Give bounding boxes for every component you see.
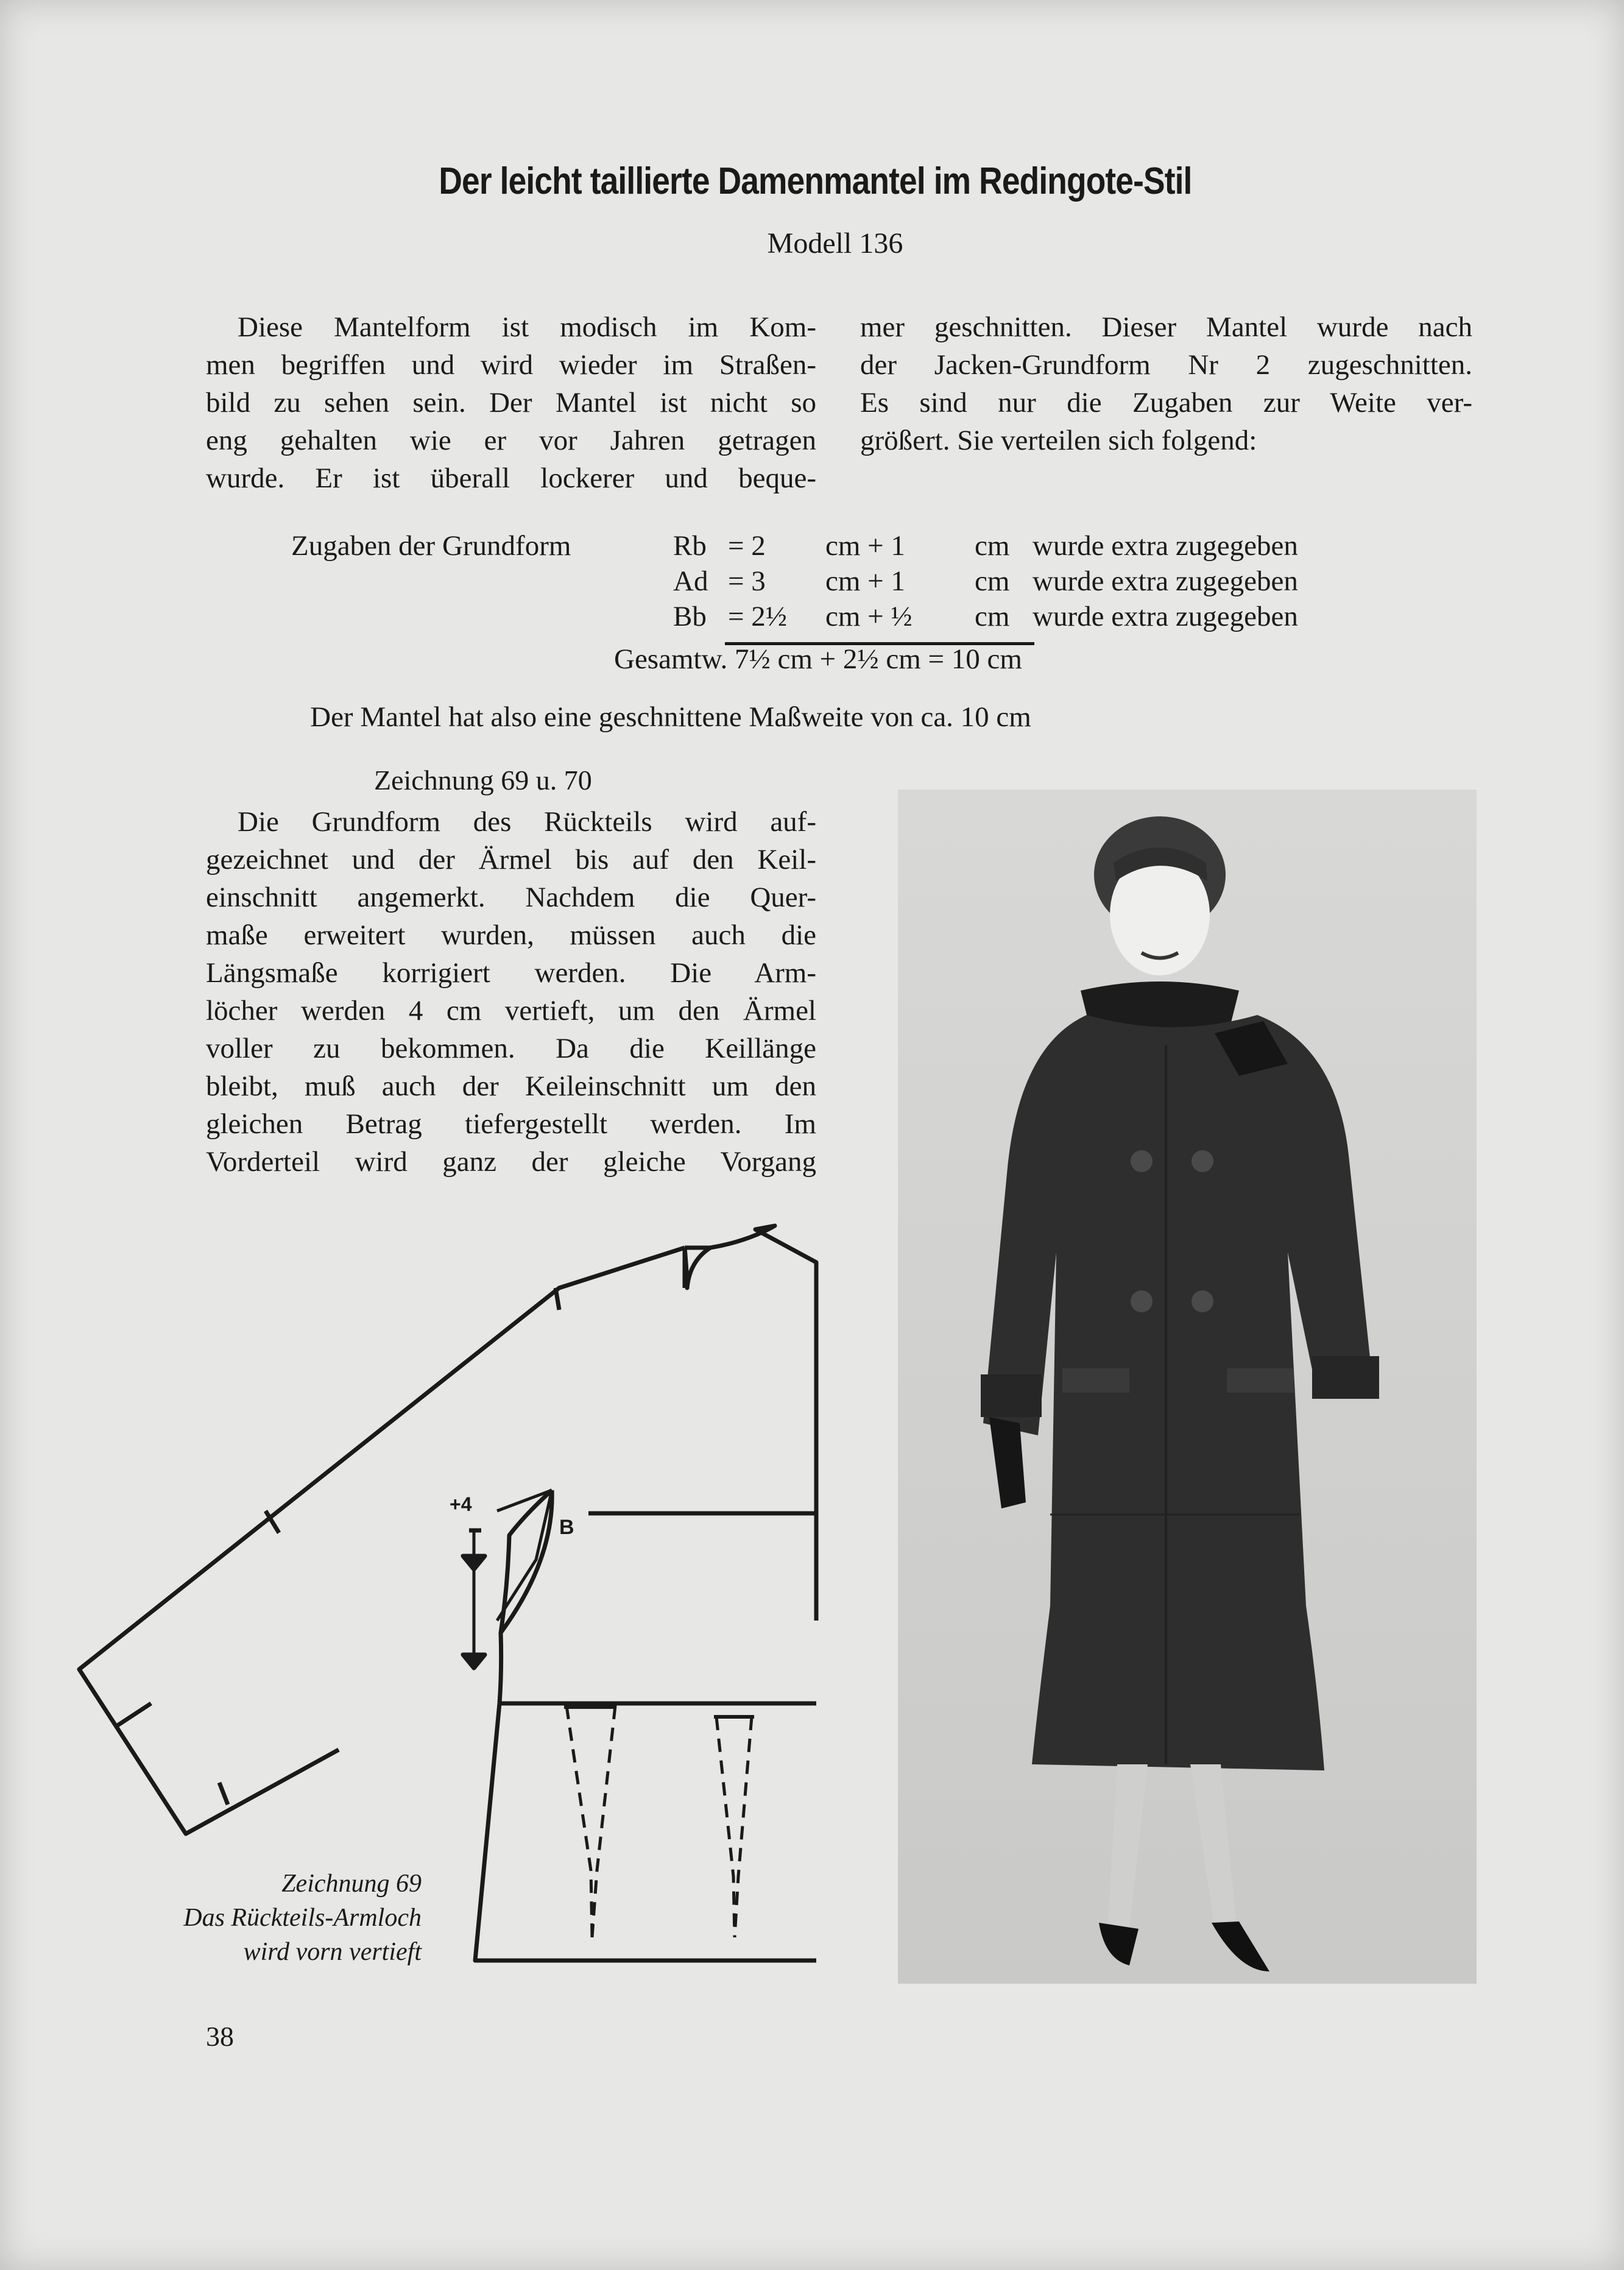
shoulder-notch	[556, 1288, 559, 1310]
calc-unit: cm	[975, 565, 1010, 597]
page-title: Der leicht taillierte Damenmantel im Redingote-Stil	[439, 160, 1192, 202]
coat-button	[1192, 1290, 1213, 1312]
pocket-flap	[1062, 1368, 1129, 1393]
calc-unit: cm + 1	[825, 565, 905, 597]
calc-note: wurde extra zugegeben	[1033, 565, 1298, 597]
intro-left-line: Diese Mantelform ist modisch im Kom-	[238, 311, 816, 343]
calc-note: wurde extra zugegeben	[1033, 530, 1298, 562]
intro-right-line: größert. Sie verteilen sich folgend:	[860, 425, 1257, 456]
label-point-b: B	[559, 1516, 574, 1539]
calc-unit: cm + 1	[825, 530, 905, 562]
calc-value: = 2	[728, 530, 766, 562]
calc-value: = 2½	[728, 601, 788, 632]
calc-unit: cm + ½	[825, 601, 913, 632]
intro-left-line: bild zu sehen sein. Der Mantel ist nicht so	[206, 387, 816, 419]
intro-right-line: Es sind nur die Zugaben zur Weite ver-	[860, 387, 1472, 419]
arrow-mark	[463, 1655, 485, 1668]
calc-key: Ad	[673, 565, 708, 597]
body-line: Vorderteil wird ganz der gleiche Vorgang	[206, 1146, 816, 1178]
arrow-mark	[463, 1556, 485, 1569]
neck-dart	[685, 1248, 710, 1288]
calc-unit: cm	[975, 601, 1010, 632]
page-number: 38	[206, 2021, 234, 2052]
label-plus-four: +4	[450, 1493, 472, 1515]
calc-key: Rb	[673, 530, 707, 562]
back-neck-outline	[685, 1226, 816, 1621]
intro-right-line: der Jacken-Grundform Nr 2 zugeschnitten.	[860, 349, 1472, 381]
calc-value: = 3	[728, 565, 766, 597]
model-photo	[898, 790, 1477, 1984]
calc-total: Gesamtw. 7½ cm + 2½ cm = 10 cm	[614, 643, 1022, 675]
body-line: gezeichnet und der Ärmel bis auf den Keil-	[206, 844, 816, 875]
body-line: bleibt, muß auch der Keileinschnitt um den	[206, 1070, 816, 1102]
cuff	[1312, 1356, 1379, 1399]
waist-dart-front	[716, 1717, 735, 1937]
caption-line: Das Rückteils-Armloch	[183, 1904, 422, 1932]
body-line: maße erweitert wurden, müssen auch die	[206, 919, 816, 951]
pocket-flap	[1227, 1368, 1294, 1393]
body-line: gleichen Betrag tiefergestellt werden. Im	[206, 1108, 816, 1140]
body-line: löcher werden 4 cm vertieft, um den Ärmel	[206, 995, 816, 1027]
model-number: Modell 136	[767, 227, 903, 260]
sleeve-notch-lower	[219, 1783, 228, 1805]
calc-key: Bb	[673, 601, 707, 632]
coat-button	[1131, 1290, 1153, 1312]
calc-unit: cm	[975, 530, 1010, 562]
coat-button	[1131, 1150, 1153, 1172]
caption-line: Zeichnung 69	[281, 1870, 422, 1898]
calc-label: Zugaben der Grundform	[291, 530, 571, 562]
intro-left-line: men begriffen und wird wieder im Straßen-	[206, 349, 816, 381]
caption-line: wird vorn vertieft	[243, 1938, 422, 1966]
waist-dart-back-2	[592, 1706, 615, 1937]
intro-right-line: mer geschnitten. Dieser Mantel wurde nach	[860, 311, 1472, 343]
intro-left-line: wurde. Er ist überall lockerer und beque-	[206, 462, 816, 494]
section-heading: Zeichnung 69 u. 70	[374, 765, 592, 796]
calc-note: wurde extra zugegeben	[1033, 601, 1298, 632]
body-line: Längsmaße korrigiert werden. Die Arm-	[206, 957, 816, 989]
body-line: voller zu bekommen. Da die Keillänge	[206, 1033, 816, 1064]
sleeve-hem-mark	[116, 1703, 151, 1727]
body-line: einschnitt angemerkt. Nachdem die Quer-	[206, 882, 816, 913]
figure-caption	[183, 1867, 422, 1969]
waist-dart-front-2	[735, 1717, 752, 1937]
summary-line: Der Mantel hat also eine geschnittene Maßweite von ca. 10 cm	[310, 701, 1031, 733]
intro-left-line: eng gehalten wie er vor Jahren getragen	[206, 425, 816, 456]
body-line: Die Grundform des Rückteils wird auf-	[238, 806, 816, 838]
coat-button	[1192, 1150, 1213, 1172]
side-seam-and-hem	[475, 1703, 816, 1961]
sleeve-outline	[79, 1248, 685, 1834]
cuff	[981, 1374, 1042, 1417]
waist-dart-back	[567, 1706, 592, 1937]
